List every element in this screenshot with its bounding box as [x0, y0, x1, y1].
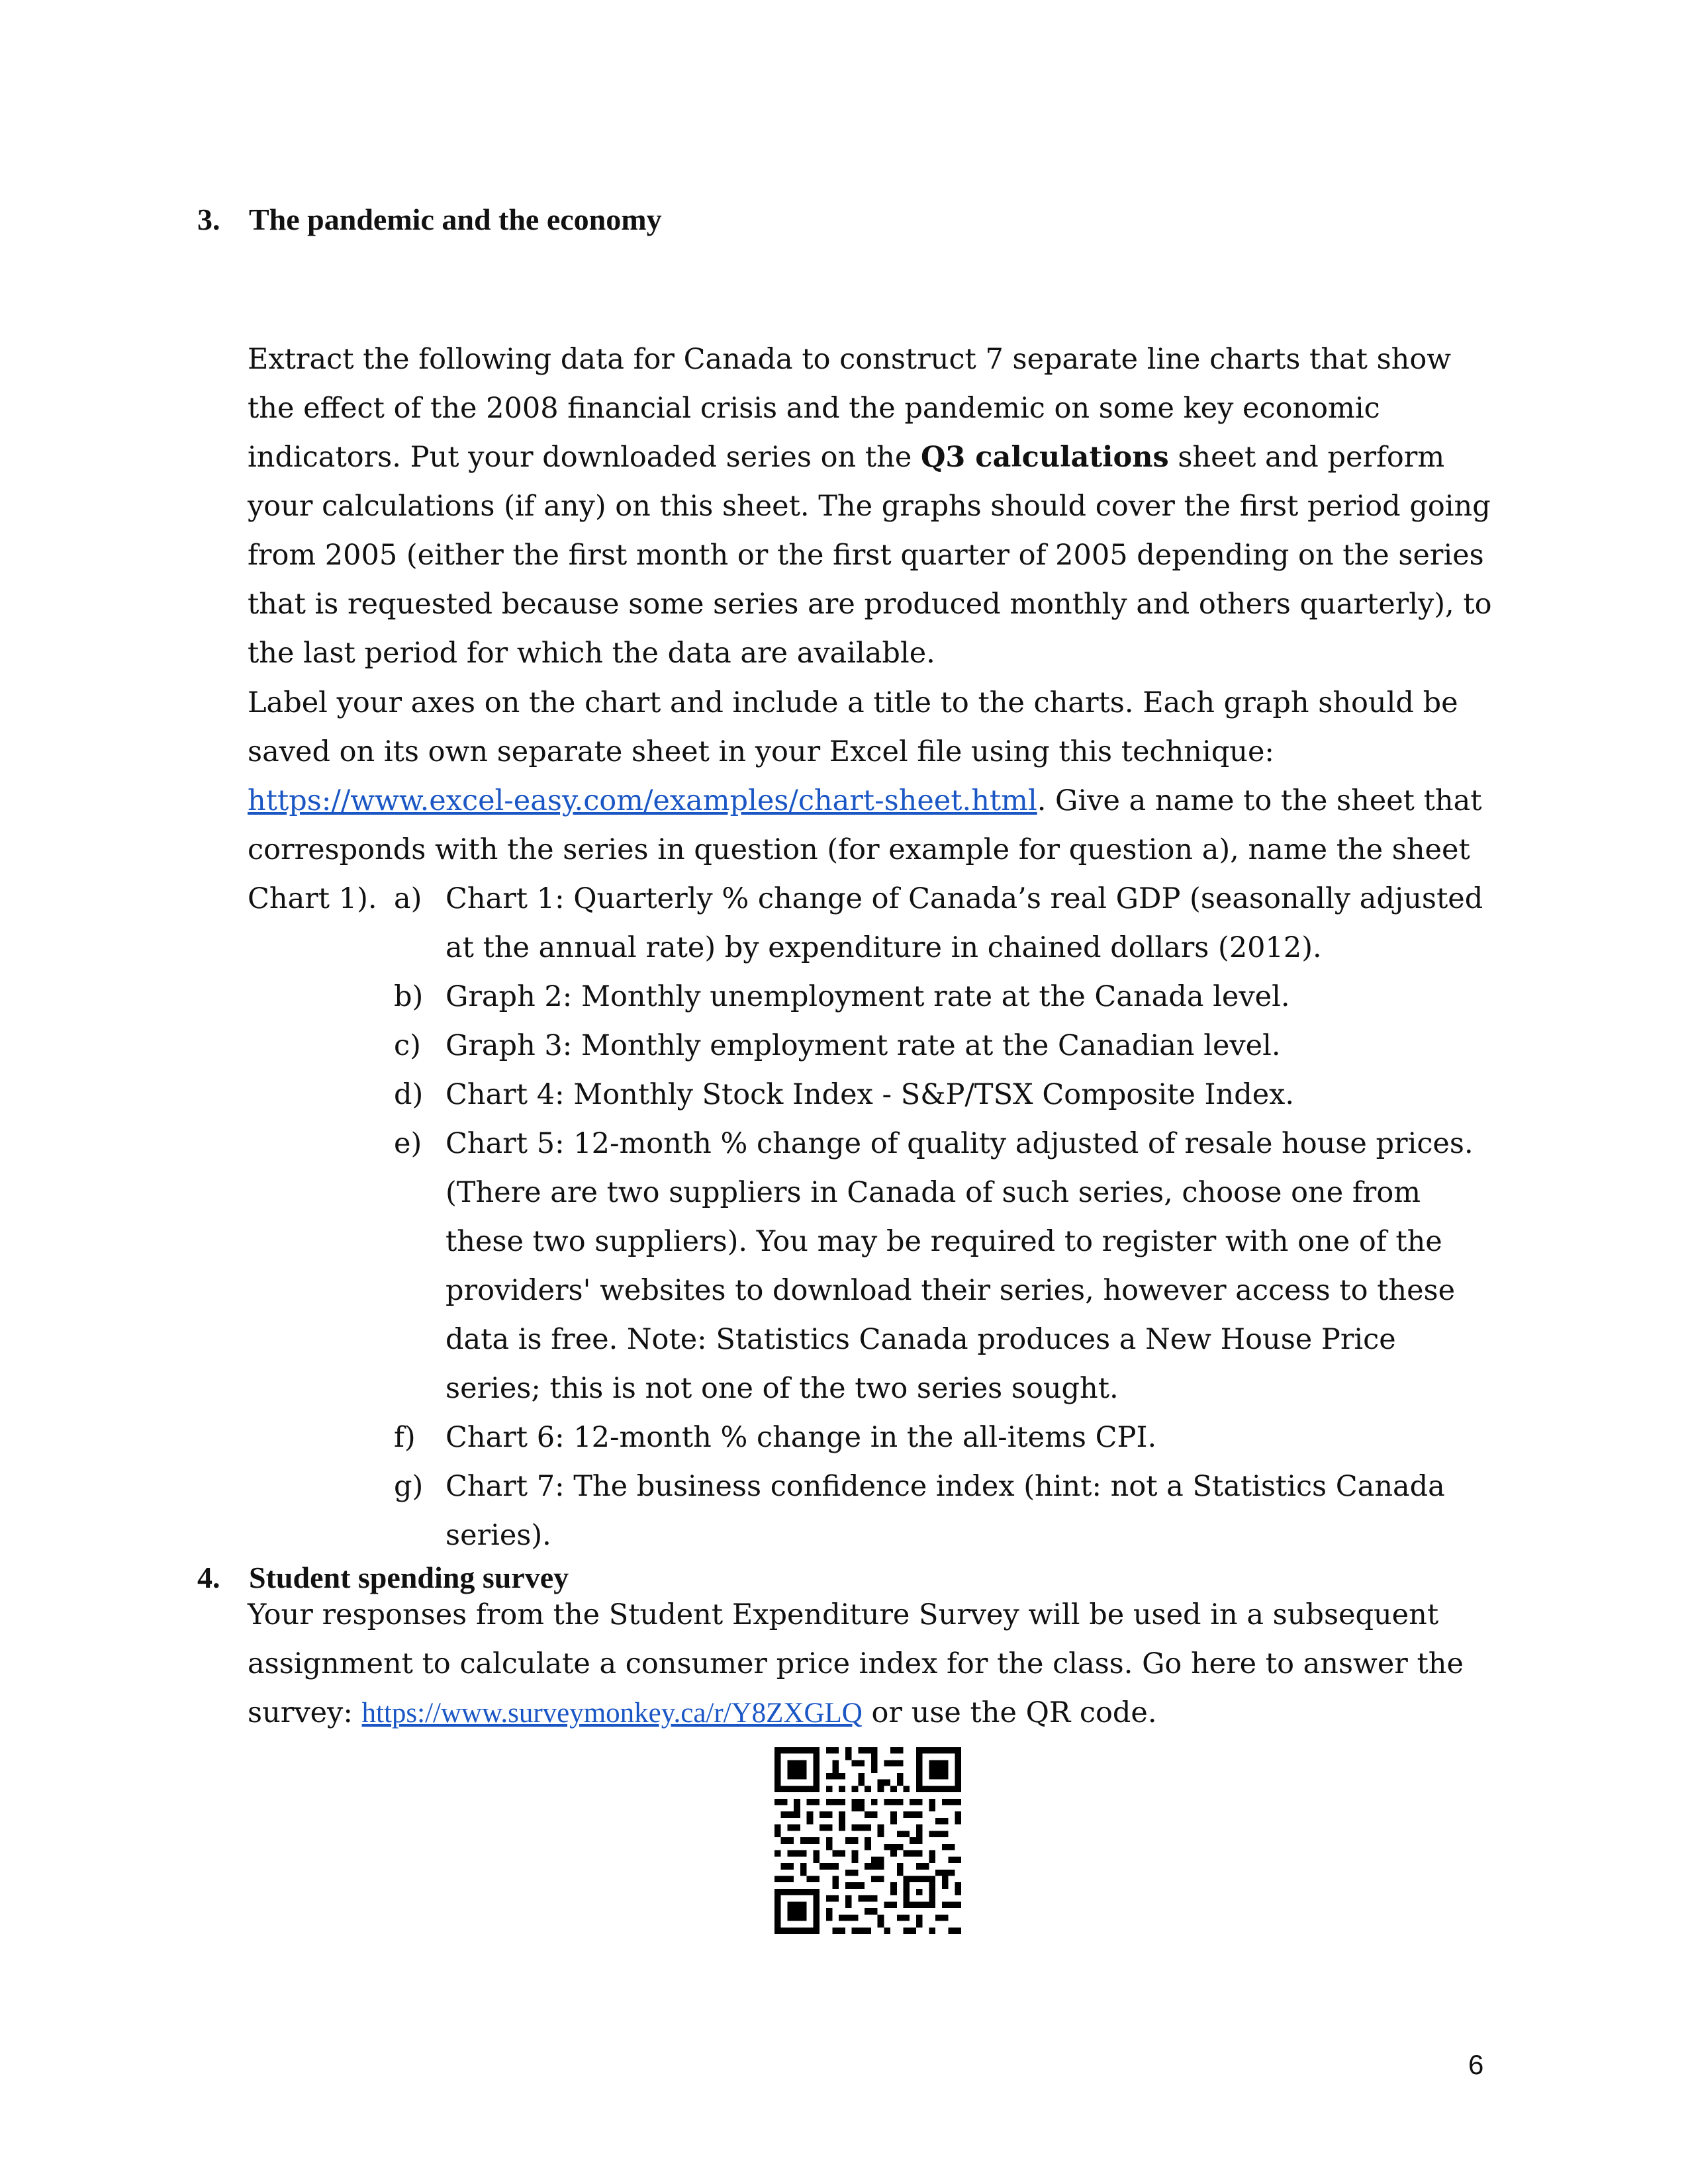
list-item [394, 1070, 1493, 1119]
list-item [394, 1119, 1493, 1413]
page-number: 6 [1468, 2049, 1484, 2080]
section-4-number: 4. [197, 1561, 220, 1594]
q3-calculations-sheet-name: Q3 calculations [920, 441, 1169, 474]
list-marker: c) [394, 1029, 421, 1062]
list-item-text: Chart 5: 12-month % change of quality adjusted of resale house prices. (There are two suppliers in Canada of such series, choose one from these two suppliers). You may be required to register with one of the providers' websites to download their series, however access to these data is free. Note: Statistics Canada produces a New House Price series; this is not one of the two series sought. [445, 1127, 1474, 1405]
list-marker: d) [394, 1078, 424, 1111]
list-item-text: Chart 6: 12-month % change in the all-items CPI. [445, 1421, 1157, 1454]
section-4-paragraph [248, 1590, 1492, 1738]
paragraph-2-text-b: . Give a name to the sheet that corresponds with the series in question (for example for question a), name the sheet Chart 1). [248, 784, 1482, 915]
section-4-title: Student spending survey [249, 1561, 569, 1594]
chart-sheet-link[interactable]: https://www.excel-easy.com/examples/chart-sheet.html [248, 784, 1037, 817]
survey-link[interactable]: https://www.surveymonkey.ca/r/Y8ZXGLQ [361, 1698, 863, 1729]
list-item [394, 1413, 1493, 1462]
list-item [394, 874, 1493, 972]
paragraph-1-text-b: sheet and perform your calculations (if any) on this sheet. The graphs should cover the first period going from 2005 (either the first month or the first quarter of 2005 depending on the series that is requested because some series are produced monthly and others quarterly), to the last period for which the data are available. [248, 441, 1492, 670]
list-item [394, 1021, 1493, 1070]
paragraph-2-text-a: Label your axes on the chart and include a title to the charts. Each graph should be saved on its own separate sheet in your Excel file using this technique: [248, 686, 1458, 768]
list-marker: a) [394, 882, 422, 915]
survey-text: Your responses from the Student Expenditure Survey will be used in a subsequent assignment to calculate a consumer price index for the class. Go here to answer the survey: [248, 1598, 1464, 1729]
paragraph-1-text-a: Extract the following data for Canada to construct 7 separate line charts that show the effect of the 2008 financial crisis and the pandemic on some key economic indicators. Put your downloaded series on the [248, 343, 1452, 474]
list-item-text: Chart 7: The business confidence index (hint: not a Statistics Canada series). [445, 1470, 1445, 1552]
chart-list [394, 874, 1493, 1560]
list-item-text: Graph 3: Monthly employment rate at the Canadian level. [445, 1029, 1281, 1062]
qr-code-image[interactable] [774, 1747, 961, 1934]
list-marker: f) [394, 1421, 416, 1454]
list-marker: e) [394, 1127, 422, 1160]
list-marker: g) [394, 1470, 424, 1503]
list-item-text: Chart 1: Quarterly % change of Canada’s real GDP (seasonally adjusted at the annual rate) by expenditure in chained dollars (2012). [445, 882, 1483, 964]
list-marker: b) [394, 980, 424, 1013]
section-3-heading [197, 200, 662, 240]
list-item [394, 972, 1493, 1021]
section-3-title: The pandemic and the economy [249, 203, 662, 236]
list-item-text: Chart 4: Monthly Stock Index - S&P/TSX Composite Index. [445, 1078, 1295, 1111]
list-item [394, 1462, 1493, 1560]
section-3-paragraph-1 [248, 335, 1492, 678]
list-item-text: Graph 2: Monthly unemployment rate at the Canada level. [445, 980, 1290, 1013]
survey-text-after-link: or use the QR code. [862, 1696, 1157, 1729]
section-3-number: 3. [197, 203, 220, 236]
